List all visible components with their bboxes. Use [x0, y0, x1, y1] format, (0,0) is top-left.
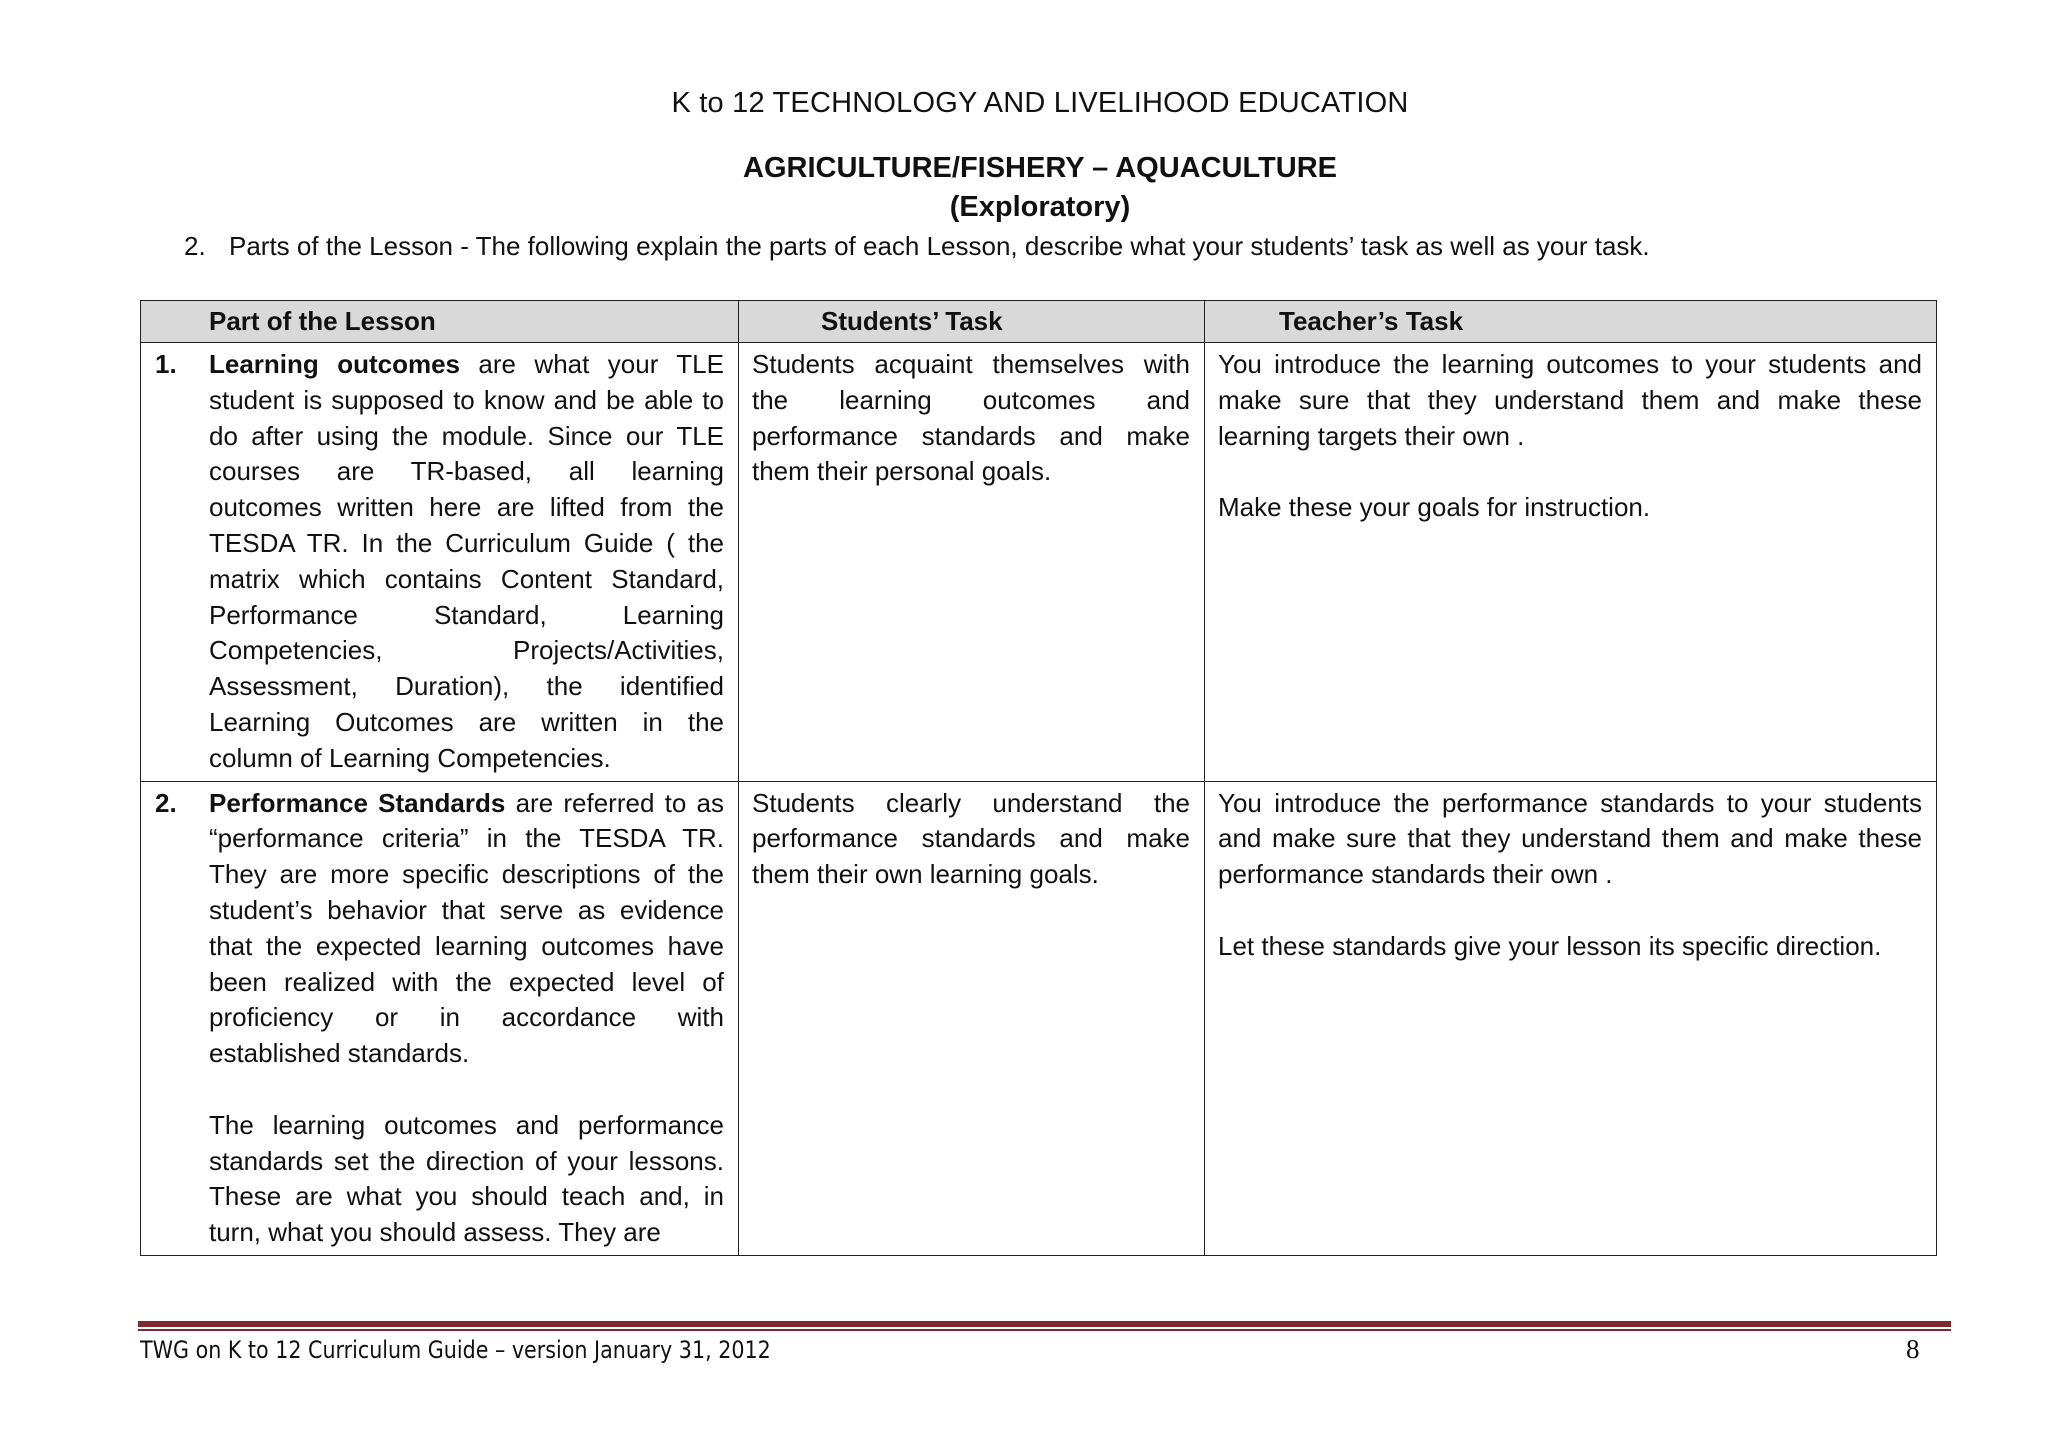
item-number: 1. — [155, 349, 177, 379]
teacher-task-cell — [1205, 781, 1937, 1255]
document-header-title: K to 12 TECHNOLOGY AND LIVELIHOOD EDUCATION — [671, 87, 1409, 119]
footer-version-text: TWG on K to 12 Curriculum Guide – version January 31, 2012 — [140, 1336, 771, 1364]
teacher-task-text: You introduce the learning outcomes to your students and make sure that they understand them and make these learning targets their own . — [1218, 349, 1922, 451]
page-number: 8 — [1906, 1334, 1920, 1364]
table-header-row — [141, 301, 1937, 343]
students-task-cell — [739, 781, 1205, 1255]
subject-subtitle: (Exploratory) — [949, 191, 1131, 223]
students-task-cell — [739, 343, 1205, 782]
footer-divider — [138, 1321, 1951, 1327]
table-row — [141, 343, 1937, 782]
part-text: are referred to as “performance criteria” in the TESDA TR. They are more specific descriptions of the student’s behavior that serve as evidence that the expected learning outcomes have been realized with the expected level of proficiency or in accordance with established standards. — [209, 787, 725, 1069]
column-header-label: Teacher’s Task — [1279, 306, 1464, 336]
intro-paragraph — [184, 231, 1650, 262]
column-header-label: Part of the Lesson — [209, 306, 436, 336]
column-header-part — [141, 301, 739, 343]
part-term: Learning outcomes — [209, 349, 461, 379]
item-number: 2. — [155, 787, 177, 818]
teacher-task-text: You introduce the performance standards to your students and make sure that they understand them and make these performance standards their own . — [1218, 787, 1922, 890]
part-description — [209, 347, 724, 777]
teacher-task-note: Make these your goals for instruction. — [1218, 492, 1651, 523]
column-header-teacher — [1205, 301, 1937, 343]
table-row — [141, 781, 1937, 1255]
teacher-task-cell — [1205, 343, 1937, 782]
students-task-text: Students clearly understand the performance standards and make them their own learning goals. — [752, 787, 1190, 890]
lesson-parts-table — [140, 300, 1937, 1256]
students-task-text: Students acquaint themselves with the learning outcomes and performance standards and make them their personal goals. — [752, 349, 1190, 487]
part-text-continued: The learning outcomes and performance standards set the direction of your lessons. These are what you should teach and, in turn, what you should assess. They are — [209, 1109, 724, 1248]
part-cell — [141, 343, 739, 782]
part-description — [209, 786, 724, 1251]
teacher-task-note: Let these standards give your lesson its specific direction. — [1218, 930, 1882, 961]
column-header-label: Students’ Task — [821, 306, 1003, 336]
part-term: Performance Standards — [209, 787, 506, 818]
part-cell — [141, 781, 739, 1255]
footer-divider-thin — [138, 1329, 1951, 1331]
column-header-students — [739, 301, 1205, 343]
intro-text: Parts of the Lesson - The following explain the parts of each Lesson, describe what your students’ task as well as your task. — [229, 231, 1650, 261]
part-text: are what your TLE student is supposed to know and be able to do after using the module. Since our TLE courses are TR-based, all learning outcomes written here are lifted from the TESDA TR. In the Curriculum Guide ( the matrix which contains Content Standard, Performance Standard, Learning Competencies, Projects/Activities, Assessment, Duration), the identified Learning Outcomes are written in the column of Learning Competencies. — [209, 349, 724, 773]
intro-number: 2. — [184, 231, 206, 261]
subject-title: AGRICULTURE/FISHERY – AQUACULTURE — [743, 152, 1337, 184]
